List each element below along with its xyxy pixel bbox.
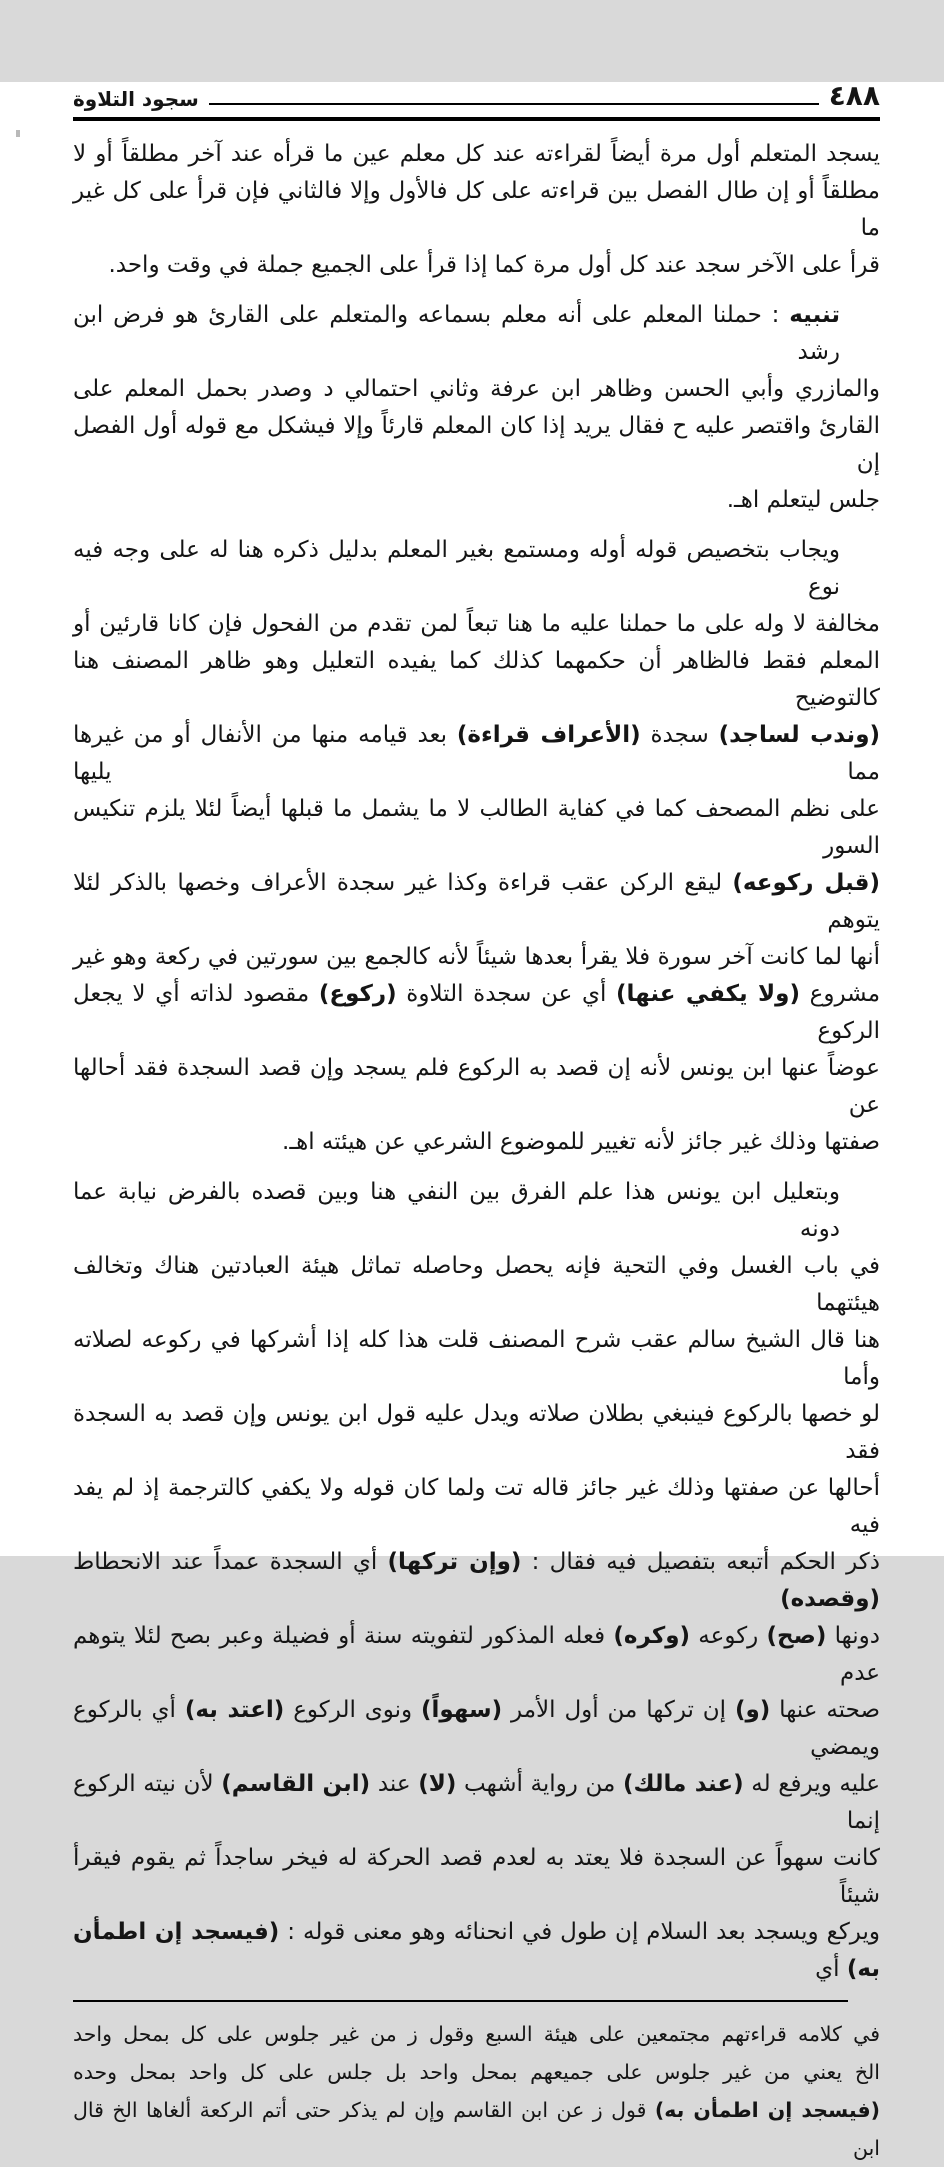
text-line (73, 1174, 880, 1248)
text-segment: أي بالركوع ويمضي (73, 1697, 880, 1760)
text-segment: بعد قيامه منها من الأنفال أو من غيرها مما يليها (73, 722, 880, 785)
text-segment: مقصود لذاته أي لا يجعل الركوع (73, 981, 880, 1044)
bold-term: (وندب لساجد) (718, 722, 880, 748)
text-segment: الخ يعني من غير جلوس على جميعهم بمحل واحد بل جلس على كل واحد بمحل وحده (73, 2060, 880, 2084)
text-segment: لو خصها بالركوع فينبغي بطلان صلاته ويدل عليه قول ابن يونس وإن قصد به السجدة فقد (73, 1401, 880, 1464)
text-segment: أنها لما كانت آخر سورة فلا يقرأ بعدها شيئاً لأنه كالجمع بين سورتين في ركعة وهو غير (73, 944, 880, 970)
text-segment: قول ز عن ابن القاسم وإن لم يذكر حتى أتم الركعة ألغاها الخ قال ابن (73, 2098, 880, 2160)
paragraph (73, 136, 880, 284)
text-segment: كانت سهواً عن السجدة فلا يعتد به لعدم قصد الحركة له فيخر ساجداً ثم يقوم فيقرأ شيئاً (73, 1845, 880, 1908)
footnote (73, 2015, 880, 2167)
text-line (73, 247, 880, 284)
page-number: ٤٨٨ (828, 79, 880, 112)
text-line (73, 1470, 880, 1544)
text-line (73, 606, 880, 643)
text-segment: المعلم فقط فالظاهر أن حكمهما كذلك كما يفيده التعليل وهو ظاهر المصنف هنا كالتوضيح (73, 648, 880, 711)
bold-term: (ابن القاسم) (221, 1771, 371, 1797)
bold-term: (وإن تركها) (387, 1549, 522, 1575)
text-segment: صحته عنها (770, 1697, 880, 1723)
text-segment: في كلامه قراءتهم مجتمعين على هيئة السبع وقول ز من غير جلوس على كل بمحل واحد (73, 2022, 880, 2046)
text-line (73, 482, 880, 519)
text-segment: : حملنا المعلم على أنه معلم بسماعه والمتعلم على القارئ هو فرض ابن رشد (73, 302, 840, 365)
text-line (73, 1050, 880, 1124)
text-segment: يسجد المتعلم أول مرة أيضاً لقراءته عند كل معلم عين ما قرأه عند آخر مطلقاً أو لا (73, 141, 880, 167)
text-segment: فعله المذكور لتفويته سنة أو فضيلة وعبر بصح لئلا يتوهم عدم (73, 1623, 880, 1686)
text-line (73, 408, 880, 482)
text-segment: على نظم المصحف كما في كفاية الطالب لا ما يشمل ما قبلها أيضاً لئلا يلزم تنكيس السور (73, 796, 880, 859)
bold-term: (وقصده) (780, 1586, 880, 1612)
page-body (73, 136, 880, 1988)
text-segment: هنا قال الشيخ سالم عقب شرح المصنف قلت هذا كله إذا أشركها في ركوعه لصلاته وأما (73, 1327, 880, 1390)
bold-term: (ركوع) (318, 981, 397, 1007)
bold-term: (سهواً) (421, 1697, 503, 1723)
book-page (0, 79, 944, 2160)
text-segment: مخالفة لا وله على ما حملنا عليه ما هنا تبعاً لمن تقدم من الفحول فإن كانا قارئين أو (73, 611, 880, 637)
text-segment: ركوعه (690, 1623, 767, 1649)
text-segment: قرأ على الآخر سجد عند كل أول مرة كما إذا قرأ على الجميع جملة في وقت واحد. (108, 252, 880, 278)
text-segment: من رواية أشهب (456, 1771, 623, 1797)
text-line (73, 1544, 880, 1618)
bold-term: (اعتد به) (184, 1697, 285, 1723)
scan-speck (16, 130, 20, 137)
text-segment: مطلقاً أو إن طال الفصل بين قراءته على كل فالأول وإلا فالثاني فإن قرأ على كل غير ما (73, 178, 880, 241)
text-segment: لأن نيته الركوع إنما (73, 1771, 880, 1834)
text-line (73, 717, 880, 791)
bold-term: (فيسجد إن اطمأن به) (654, 2098, 880, 2122)
paragraph (73, 1174, 880, 1988)
text-segment: والمازري وأبي الحسن وظاهر ابن عرفة وثاني احتمالي د وصدر بحمل المعلم على (73, 376, 880, 402)
text-segment: أي (815, 1956, 847, 1982)
text-segment: ويركع ويسجد بعد السلام إن طول في انحنائه وهو معنى قوله : (279, 1919, 880, 1945)
text-line (73, 2015, 880, 2053)
text-segment: أي عن سجدة التلاوة (396, 981, 617, 1007)
text-segment: ونوى الركوع (284, 1697, 422, 1723)
text-segment: القارئ واقتصر عليه ح فقال يريد إذا كان المعلم قارئاً وإلا فيشكل مع قوله أول الفصل إن (73, 413, 880, 476)
text-segment: أحالها عن صفتها وذلك غير جائز قاله تت ولما كان قوله ولا يكفي كالترجمة إذ لم يفد فيه (73, 1475, 880, 1538)
bold-term: (لا) (418, 1771, 457, 1797)
text-segment: عند (370, 1771, 419, 1797)
text-segment: صفتها وذلك غير جائز لأنه تغيير للموضوع الشرعي عن هيئته اهـ. (282, 1129, 880, 1155)
section-title: سجود التلاوة (73, 87, 199, 111)
text-segment: مشروع (799, 981, 881, 1007)
text-line (73, 865, 880, 939)
text-segment: دونها (826, 1623, 881, 1649)
text-line (73, 173, 880, 247)
text-line (73, 2053, 880, 2091)
text-segment: جلس ليتعلم اهـ. (726, 487, 880, 513)
text-segment: سجدة (640, 722, 719, 748)
bold-term: (و) (734, 1697, 771, 1723)
text-line (73, 1124, 880, 1161)
paragraph (73, 532, 880, 1161)
bold-term: (عند مالك) (622, 1771, 744, 1797)
header-thick-rule (73, 117, 880, 121)
bold-term: (ولا يكفي عنها) (616, 981, 800, 1007)
text-line (73, 136, 880, 173)
text-segment: إن تركها من أول الأمر (502, 1697, 735, 1723)
text-line (73, 1322, 880, 1396)
text-line (73, 532, 880, 606)
bold-term: (قبل ركوعه) (732, 870, 880, 896)
text-line (73, 643, 880, 717)
text-line (73, 1618, 880, 1692)
text-segment: أي السجدة عمداً عند الانحطاط (73, 1549, 388, 1575)
text-line (73, 1766, 880, 1840)
bold-term: تنبيه (789, 302, 840, 328)
footnote-separator (73, 2000, 848, 2002)
text-line (73, 1914, 880, 1988)
text-line (73, 976, 880, 1050)
bold-term: (فيسجد إن اطمأن به) (73, 1919, 880, 1982)
text-line (73, 1692, 880, 1766)
text-segment: في باب الغسل وفي التحية فإنه يحصل وحاصله تماثل هيئة العبادتين هناك وتخالف هيئتهما (73, 1253, 880, 1316)
text-line (73, 1396, 880, 1470)
bold-term: (الأعراف قراءة) (456, 722, 641, 748)
text-line (73, 791, 880, 865)
header-rule (209, 103, 819, 105)
text-segment: عوضاً عنها ابن يونس لأنه إن قصد به الركوع فلم يسجد وإن قصد السجدة فقد أحالها عن (73, 1055, 880, 1118)
text-line (73, 2091, 880, 2167)
text-segment: وبتعليل ابن يونس هذا علم الفرق بين النفي هنا وبين قصده بالفرض نيابة عما دونه (73, 1179, 840, 1242)
text-segment: عليه ويرفع له (743, 1771, 880, 1797)
text-segment: ذكر الحكم أتبعه بتفصيل فيه فقال : (521, 1549, 880, 1575)
text-line (73, 297, 880, 371)
paragraph (73, 297, 880, 519)
text-line (73, 939, 880, 976)
text-line (73, 1840, 880, 1914)
text-line (73, 371, 880, 408)
text-segment: ويجاب بتخصيص قوله أوله ومستمع بغير المعلم بدليل ذكره هنا له على وجه فيه نوع (73, 537, 840, 600)
text-line (73, 1248, 880, 1322)
page-header (73, 79, 880, 112)
bold-term: (صح) (766, 1623, 827, 1649)
bold-term: (وكره) (613, 1623, 691, 1649)
text-segment: ليقع الركن عقب قراءة وكذا غير سجدة الأعراف وخصها بالذكر لئلا يتوهم (73, 870, 880, 933)
